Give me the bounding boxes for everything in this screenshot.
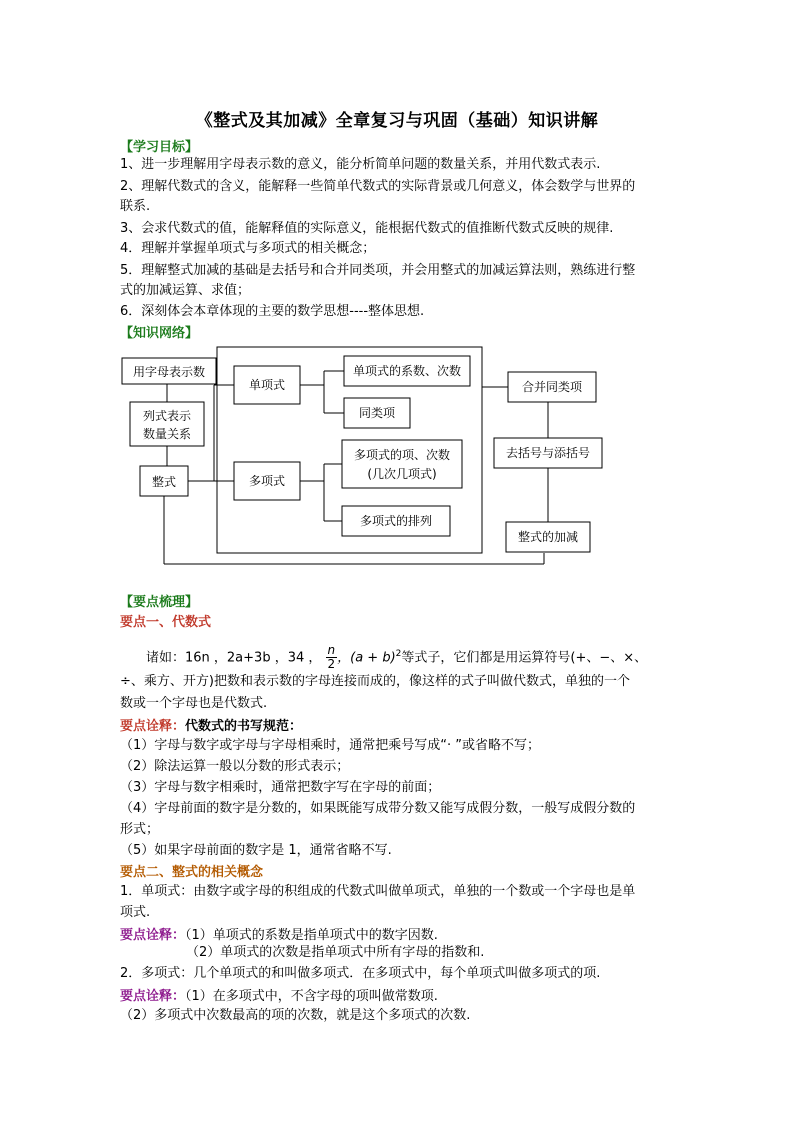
label-poly-terms-1: 多项式的项、次数 [353,448,451,462]
network-heading: 【知识网络】 [120,326,199,341]
objective-line: 2、理解代数式的含义，能解释一些简单代数式的实际背景或几何意义，体会数学与世界的 [120,179,636,194]
monomial-note [120,924,438,943]
note-title: 代数式的书写规范： [185,719,303,734]
rule-line: （3）字母与数字相乘时，通常把数字写在字母的前面； [120,780,441,795]
definition-line: ÷、乘方、开方)把数和表示数的字母连接而成的，像这样的式子叫做代数式，单独的一个 [120,674,630,689]
paren-expression: ，(a + b) [337,650,396,666]
label-monomial: 单项式 [248,378,286,392]
label-like-terms: 同类项 [358,406,396,420]
note-key: 要点诠释： [120,719,186,734]
monomial-note-1: （1）单项式的系数是指单项式中的数字因数. [185,928,438,943]
objective-line: 3、会求代数式的值，能解释值的实际意义，能根据代数式的值推断代数式反映的规律. [120,221,614,236]
monomial-note-2: （2）单项式的次数是指单项式中所有字母的指数和. [186,945,485,960]
objective-line: 式的加减运算、求值； [120,283,251,298]
polynomial-note-2: （2）多项式中次数最高的项的次数，就是这个多项式的次数. [120,1008,471,1023]
polynomial-note [120,985,438,1004]
label-poly-terms-2: (几次几项式) [367,467,437,481]
objective-line: 5．理解整式加减的基础是去括号和合并同类项，并会用整式的加减运算法则，熟练进行整 [120,263,636,278]
examples-prefix: 诸如：16n ，2a+3b ，34 ， [146,650,322,666]
label-addsub: 整式的加减 [517,530,579,544]
rule-line: （5）如果字母前面的数字是 1，通常省略不写. [120,843,392,858]
label-brackets: 去括号与添括号 [505,446,591,460]
note-key: 要点诠释： [120,928,186,943]
rule-line: （1）字母与数字或字母与字母相乘时，通常把乘号写成“· ”或省略不写； [120,738,541,753]
monomial-definition: 1．单项式：由数字或字母的积组成的代数式叫做单项式，单独的一个数或一个字母也是单 [120,884,636,899]
label-expr-1: 列式表示 [142,409,192,423]
monomial-definition: 项式. [120,905,151,920]
objective-line: 4．理解并掌握单项式与多项式的相关概念； [120,241,376,256]
objectives-heading: 【学习目标】 [120,140,199,155]
label-combine: 合并同类项 [521,380,583,394]
label-integral: 整式 [151,475,177,489]
exponent: 2 [395,649,402,659]
point1-title: 要点一、代数式 [120,615,212,630]
label-poly-order: 多项式的排列 [359,514,433,528]
label-expr-2: 数量关系 [142,427,192,441]
rule-line: （2）除法运算一般以分数的形式表示； [120,759,350,774]
page-title: 《整式及其加减》全章复习与巩固（基础）知识讲解 [195,111,599,131]
label-letters: 用字母表示数 [132,365,206,379]
objective-line: 联系. [120,199,151,214]
review-heading: 【要点梳理】 [120,595,199,610]
point1-note [120,715,302,734]
fraction-denominator: 2 [327,657,336,672]
definition-line: 数或一个字母也是代数式. [120,696,268,711]
objective-line: 6．深刻体会本章体现的主要的数学思想----整体思想. [120,304,425,319]
polynomial-note-1: （1）在多项式中，不含字母的项叫做常数项. [185,989,438,1004]
label-polynomial: 多项式 [248,474,286,488]
objective-line: 1、进一步理解用字母表示数的意义，能分析简单问题的数量关系，并用代数式表示. [120,157,601,172]
point2-title: 要点二、整式的相关概念 [120,865,264,880]
label-mono-coef: 单项式的系数、次数 [352,364,462,378]
rule-line: 形式； [120,822,160,837]
polynomial-definition: 2．多项式：几个单项式的和叫做多项式．在多项式中，每个单项式叫做多项式的项. [120,966,601,981]
examples-suffix: 等式子，它们都是用运算符号(+、−、×、 [401,650,648,666]
knowledge-network-diagram [118,342,608,570]
examples-line [146,639,706,672]
rule-line: （4）字母前面的数字是分数的，如果既能写成带分数又能写成假分数，一般写成假分数的 [120,801,636,816]
fraction-numerator: n [327,643,336,658]
fraction-n-over-2 [326,644,338,671]
note-key: 要点诠释： [120,989,186,1004]
